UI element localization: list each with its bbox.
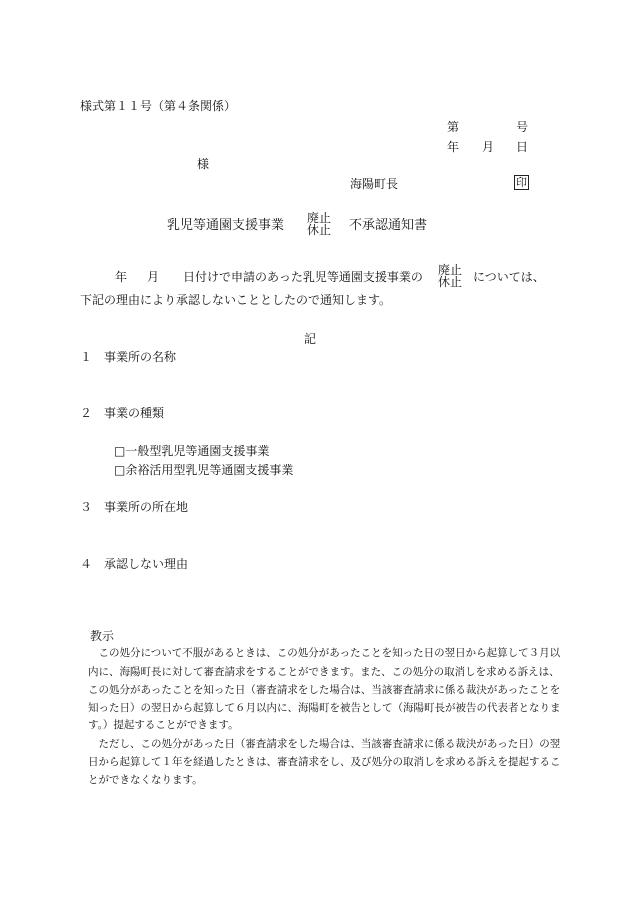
body-text-line2: 下記の理由により承認しないこととしたので通知します。: [80, 293, 392, 307]
business-type-option-general: □一般型乳児等通園支援事業: [114, 444, 270, 458]
date-year-label: 年: [447, 140, 460, 154]
document-number-prefix: 第: [447, 120, 460, 134]
business-type-option-surplus: □余裕活用型乳児等通園支援事業: [114, 463, 294, 477]
issuer-name: 海陽町長: [350, 177, 399, 191]
date-month-label: 月: [482, 140, 495, 154]
notice-line: 日から起算して１年を経過したときは、審査請求をし、及び処分の取消しを求める訴えを提起するこ: [88, 756, 561, 768]
title-option-abolish: 廃止: [307, 211, 332, 225]
title-option-suspend: 休止: [307, 223, 332, 237]
notice-line: 知った日）の翌日から起算して６月以内に、海陽町を被告として（海陽町長が被告の代表者となりま: [88, 702, 561, 714]
notice-line: この処分について不服があるときは、この処分があったことを知った日の翌日から起算して３月以: [88, 647, 561, 659]
ki-heading: 記: [304, 332, 317, 346]
body-option-stack: [438, 264, 462, 288]
date-day-label: 日: [516, 140, 529, 154]
title-option-stack: [307, 212, 331, 236]
body-month-label: 月: [147, 270, 160, 284]
notice-line: ただし、この処分があった日（審査請求をした場合は、当該審査請求に係る裁決があった日）の翌: [88, 738, 561, 750]
document-title-prefix: 乳児等通園支援事業: [167, 218, 285, 233]
form-label: 様式第１１号（第４条関係）: [80, 99, 237, 113]
notice-line: 内に、海陽町長に対して審査請求をすることができます。また、この処分の取消しを求める訴えは、: [88, 666, 560, 678]
addressee-suffix: 様: [197, 157, 210, 171]
body-option-abolish: 廃止: [438, 263, 463, 277]
document-number-suffix: 号: [516, 120, 529, 134]
section-3-heading: ３ 事業所の所在地: [80, 500, 189, 514]
body-year-label: 年: [115, 270, 128, 284]
section-4-heading: ４ 承認しない理由: [80, 557, 189, 571]
notice-line: す。）提起することができます。: [88, 719, 239, 731]
notice-line: この処分があったことを知った日（審査請求をした場合は、当該審査請求に係る裁決があったことを: [88, 684, 561, 696]
section-1-heading: １ 事業所の名称: [80, 350, 177, 364]
notice-line: とができなくなります。: [88, 774, 203, 786]
section-2-heading: ２ 事業の種類: [80, 406, 165, 420]
body-option-suspend: 休止: [438, 275, 463, 289]
seal-mark: 印: [516, 176, 527, 189]
notice-heading: 教示: [90, 629, 115, 643]
body-text-part2: については、: [473, 270, 545, 284]
document-title-suffix: 不承認通知書: [349, 218, 428, 233]
body-text-part1: 日付けで申請のあった乳児等通園支援事業の: [183, 270, 423, 284]
